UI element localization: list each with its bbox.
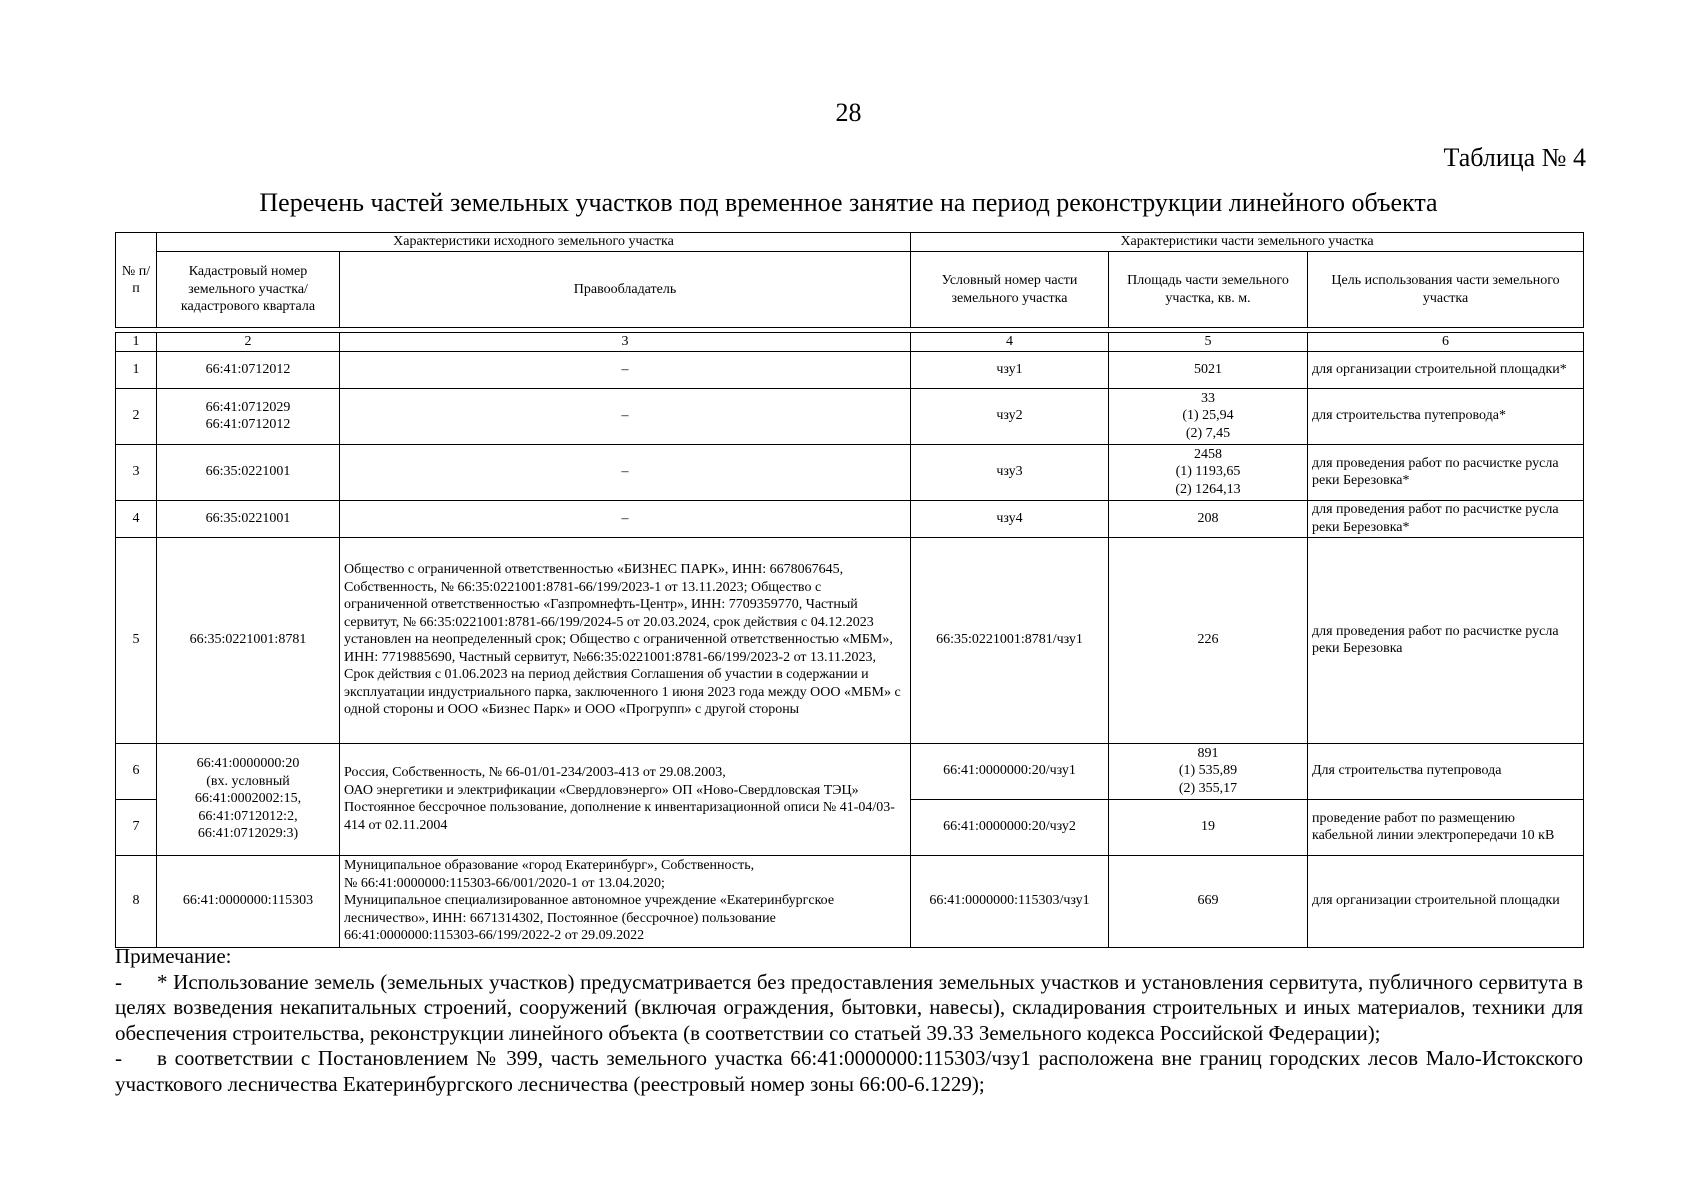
row-owner: Россия, Собственность, № 66-01/01-234/2003-413 от 29.08.2003, ОАО энергетики и электрификации «Свердловэнерго» ОП «Ново-Свердловская ТЭЦ» Постоянное бессрочное пользование, дополнение к инвентаризационной описи № 41-04/03-414 от 02.11.2004: [340, 743, 911, 855]
group-header-plot-part: Характеристики части земельного участка: [911, 233, 1584, 252]
row-cadastral: 66:35:0221001:8781: [157, 537, 340, 743]
row-purpose: для проведения работ по расчистке русла реки Березовка*: [1308, 444, 1584, 500]
row-conditional: чзу3: [911, 444, 1109, 500]
row-num: 6: [116, 743, 157, 799]
group-header-source-plot: Характеристики исходного земельного участка: [157, 233, 911, 252]
row-purpose: для строительства путепровода*: [1308, 388, 1584, 444]
row-owner: –: [340, 500, 911, 537]
notes-heading: Примечание:: [115, 944, 232, 968]
row-area: 208: [1109, 500, 1308, 537]
column-number: 5: [1109, 333, 1308, 352]
row-conditional: чзу2: [911, 388, 1109, 444]
table-row: [116, 388, 1584, 444]
note-item: [115, 1046, 1583, 1097]
note-text: в соответствии с Постановлением № 399, часть земельного участка 66:41:0000000:115303/чзу1 расположена вне границ городских лесов Мало-Истокского участкового лесничества Екатеринбургского лесничества (реестровый номер зоны 66:00-6.1229);: [115, 1046, 1583, 1096]
row-owner: –: [340, 388, 911, 444]
row-cadastral: 66:41:0000000:20 (вх. условный 66:41:0002002:15, 66:41:0712012:2, 66:41:0712029:3): [157, 743, 340, 855]
row-area: 2458 (1) 1193,65 (2) 1264,13: [1109, 444, 1308, 500]
row-purpose: для проведения работ по расчистке русла реки Березовка: [1308, 537, 1584, 743]
row-conditional: чзу4: [911, 500, 1109, 537]
row-owner: –: [340, 351, 911, 388]
note-dash: -: [115, 1046, 122, 1070]
row-purpose: для проведения работ по расчистке русла реки Березовка*: [1308, 500, 1584, 537]
note-text: * Использование земель (земельных участков) предусматривается без предоставления земельных участков и установления сервитута, публичного сервитута в целях возведения некапитальных строений, сооружений (включая ограждения, бытовки, навесы), складирования строительных и иных материалов, техники для обеспечения строительства, реконструкции линейного объекта (в соответствии со статьей 39.33 Земельного кодекса Российской Федерации);: [115, 969, 1583, 1045]
column-number: 1: [116, 333, 157, 352]
table-row: [116, 500, 1584, 537]
row-owner: Муниципальное образование «город Екатеринбург», Собственность, № 66:41:0000000:115303-66/001/2020-1 от 13.04.2020; Муниципальное специализированное автономное учреждение «Екатеринбургское лесничество», ИНН: 6671314302, Постоянное (бессрочное) пользование 66:41:0000000:115303-66/199/2022-2 от 29.09.2022: [340, 855, 911, 947]
row-num: 4: [116, 500, 157, 537]
col-header-purpose: Цель использования части земельного участка: [1308, 252, 1584, 328]
land-parts-table: [115, 232, 1584, 948]
note-item: [115, 970, 1583, 1047]
row-owner: –: [340, 444, 911, 500]
row-owner: Общество с ограниченной ответственностью «БИЗНЕС ПАРК», ИНН: 6678067645, Собственность, № 66:35:0221001:8781-66/199/2023-1 от 13.11.2023; Общество с ограниченной ответственностью «Газпромнефть-Центр», ИНН: 7709359770, Частный сервитут, № 66:35:0221001:8781-66/199/2024-5 от 20.03.2024, срок действия с 04.12.2023 установлен на неопределенный срок; Общество с ограниченной ответственностью «МБМ», ИНН: 7719885690, Частный сервитут, №66:35:0221001:8781-66/199/2023-2 от 13.11.2023, Срок действия с 01.06.2023 на период действия Соглашения об участии в содержании и эксплуатации индустриального парка, заключенного 1 июня 2023 года между ООО «МБМ» с одной стороны и ООО «Бизнес Парк» и ООО «Прогрупп» с другой стороны: [340, 537, 911, 743]
row-cadastral: 66:41:0000000:115303: [157, 855, 340, 947]
row-num: 8: [116, 855, 157, 947]
row-cadastral: 66:35:0221001: [157, 500, 340, 537]
row-conditional: 66:41:0000000:20/чзу2: [911, 799, 1109, 855]
row-area: 5021: [1109, 351, 1308, 388]
notes-section: [115, 944, 1583, 1097]
row-purpose: для организации строительной площадки: [1308, 855, 1584, 947]
table-row: [116, 351, 1584, 388]
doc-title: Перечень частей земельных участков под временное занятие на период реконструкции линейного объекта: [259, 188, 1438, 217]
table-row: [116, 537, 1584, 743]
row-purpose: для организации строительной площадки*: [1308, 351, 1584, 388]
column-number-row: [116, 333, 1584, 352]
column-number: 4: [911, 333, 1109, 352]
row-purpose: Для строительства путепровода: [1308, 743, 1584, 799]
row-conditional: 66:41:0000000:20/чзу1: [911, 743, 1109, 799]
page-number: 28: [835, 98, 862, 127]
table-row: [116, 855, 1584, 947]
row-purpose: проведение работ по размещению кабельной линии электропередачи 10 кВ: [1308, 799, 1584, 855]
column-number: 2: [157, 333, 340, 352]
col-header-num: № п/п: [116, 233, 157, 328]
land-parts-table-container: [115, 232, 1583, 948]
table-label: Таблица № 4: [1443, 143, 1586, 172]
row-area: 19: [1109, 799, 1308, 855]
col-header-area: Площадь части земельного участка, кв. м.: [1109, 252, 1308, 328]
row-num: 2: [116, 388, 157, 444]
row-cadastral: 66:35:0221001: [157, 444, 340, 500]
row-area: 669: [1109, 855, 1308, 947]
row-num: 7: [116, 799, 157, 855]
table-row: [116, 444, 1584, 500]
row-conditional: чзу1: [911, 351, 1109, 388]
note-dash: -: [115, 969, 122, 994]
column-number: 3: [340, 333, 911, 352]
table-row: [116, 743, 1584, 799]
row-cadastral: 66:41:0712012: [157, 351, 340, 388]
row-num: 5: [116, 537, 157, 743]
col-header-owner: Правообладатель: [340, 252, 911, 328]
col-header-cadastral: Кадастровый номер земельного участка/кадастрового квартала: [157, 252, 340, 328]
row-cadastral: 66:41:0712029 66:41:0712012: [157, 388, 340, 444]
row-area: 891 (1) 535,89 (2) 355,17: [1109, 743, 1308, 799]
column-number: 6: [1308, 333, 1584, 352]
col-header-conditional: Условный номер части земельного участка: [911, 252, 1109, 328]
row-num: 3: [116, 444, 157, 500]
row-area: 33 (1) 25,94 (2) 7,45: [1109, 388, 1308, 444]
row-num: 1: [116, 351, 157, 388]
row-conditional: 66:35:0221001:8781/чзу1: [911, 537, 1109, 743]
row-conditional: 66:41:0000000:115303/чзу1: [911, 855, 1109, 947]
row-area: 226: [1109, 537, 1308, 743]
